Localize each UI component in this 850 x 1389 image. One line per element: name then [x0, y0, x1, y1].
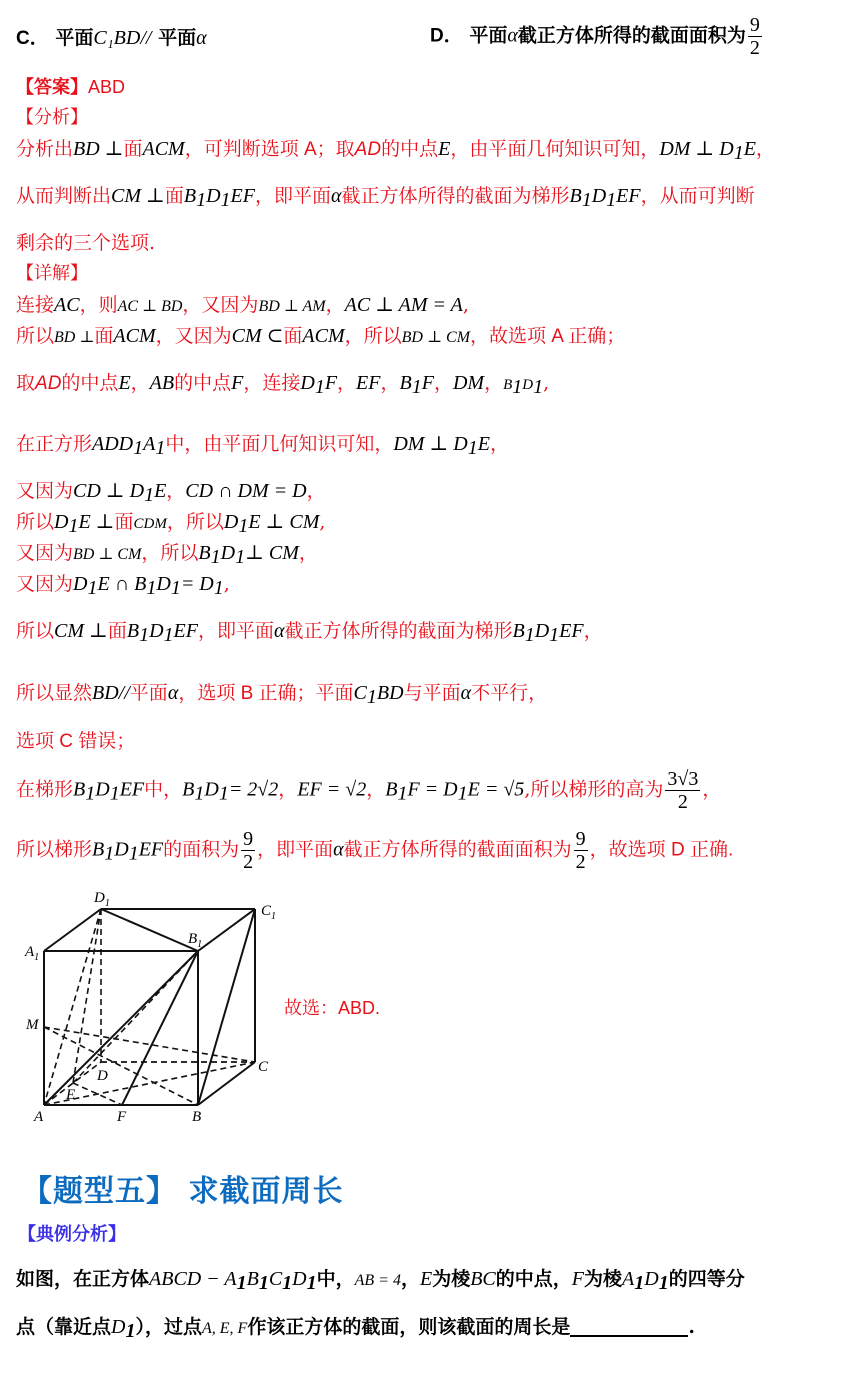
label-B: B	[192, 1109, 202, 1125]
detail-line-13: 所以梯形$B_1D_1EF$的面积为 $\frac{9}{2}$ ，即平面α截正方体所得的截面面积为 $\frac{9}{2}$ ，故选项 D 正确.	[16, 828, 734, 873]
analysis-tag: 【分析】	[16, 107, 88, 128]
analysis-line-1: 分析出BD ⊥面ACM，可判断选项 A；取AD的中点E，由平面几何知识可知，DM ⊥ $D_1E$，	[16, 138, 775, 164]
detail-line-3: 取AD的中点E，AB的中点F，连接$D_1F$，EF，$B_1F$，DM，$B_1D_1$,	[16, 372, 550, 398]
option-c-label: C．	[16, 28, 49, 49]
problem-line-2: 点（靠近点$D_1$），过点A, E, F作该正方体的截面，则该截面的周长是 .	[16, 1316, 695, 1342]
label-C1: $C_1$	[261, 903, 277, 922]
detail-line-2: 所以BD ⊥面ACM，又因为CM ⊂面ACM，所以BD ⊥ CM，故选项 A 正确；	[16, 325, 626, 347]
answer-blank[interactable]	[570, 1317, 688, 1337]
label-D: D	[97, 1068, 108, 1084]
detail-line-9: 所以CM ⊥面$B_1D_1EF$，即平面α截正方体所得的截面为梯形$B_1D_1EF$，	[16, 620, 603, 646]
detail-line-12: 在梯形$B_1D_1EF$中，$B_1D_1= 2√2$，EF = √2，$B_1F = D_1E = √5$,所以梯形的高为 $\frac{3√3}{2}$ ，	[16, 768, 722, 813]
section-title: 【题型五】 求截面周长	[22, 1174, 344, 1209]
fraction-3sqrt3-2: $\frac{3√3}{2}$	[667, 768, 699, 813]
label-M: M	[26, 1017, 39, 1033]
label-C: C	[258, 1059, 269, 1075]
detail-line-10: 所以显然BD//平面α，选项 B 正确；平面$C_1BD$与平面α不平行，	[16, 682, 548, 708]
detail-line-6: 所以$D_1E$ ⊥面CDM，所以$D_1E$ ⊥ CM,	[16, 511, 326, 537]
detail-line-5: 又因为CD ⊥ $D_1E$，CD ∩ DM = D，	[16, 480, 326, 506]
fraction-9-2: $\frac{9}{2}$	[575, 828, 586, 873]
section-subtitle: 【典例分析】	[18, 1224, 126, 1245]
math-c1bd: C₁BD//	[93, 27, 152, 49]
analysis-line-3: 剩余的三个选项.	[16, 232, 156, 254]
label-A1: $A_1$	[25, 944, 40, 963]
fraction-9-2: $\frac{9}{2}$	[243, 828, 254, 873]
detail-line-7: 又因为BD ⊥ CM，所以$B_1D_1\perp$ CM，	[16, 542, 318, 568]
label-E: E	[66, 1087, 76, 1103]
detail-line-11: 选项 C 错误；	[16, 731, 136, 752]
detail-line-4: 在正方形$ADD_1A_1$中，由平面几何知识可知，DM ⊥ $D_1E$，	[16, 433, 509, 459]
answer-line	[16, 75, 125, 100]
answer-value: ABD	[88, 77, 126, 97]
option-c: C． 平面C₁BD// 平面α	[16, 27, 207, 49]
conclusion-text: 故选：ABD.	[284, 998, 381, 1018]
label-A: A	[34, 1109, 44, 1125]
detail-tag: 【详解】	[16, 263, 88, 284]
label-F: F	[117, 1109, 127, 1125]
option-d: D． 平面α截正方体所得的截面面积为 $\frac{9}{2}$	[430, 14, 760, 59]
problem-line-1: 如图，在正方体ABCD − $A_1B_1C_1D_1$中，AB = 4，E为棱BC的中点，F为棱$A_1D_1$的四等分	[16, 1268, 745, 1294]
label-D1: $D_1$	[94, 890, 110, 909]
detail-line-1: 连接AC，则AC ⊥ BD，又因为BD ⊥ AM，AC ⊥ AM = A,	[16, 294, 469, 316]
analysis-line-2: 从而判断出CM ⊥面$B_1D_1EF$，即平面α截正方体所得的截面为梯形$B_1D_1EF$，从而可判断	[16, 185, 755, 211]
option-d-label: D．	[430, 25, 463, 47]
answer-tag: 【答案】	[16, 77, 88, 98]
fraction-9-2: $\frac{9}{2}$	[749, 14, 760, 59]
label-B1: $B_1$	[188, 931, 203, 950]
cube-diagram	[0, 880, 290, 1130]
detail-line-8: 又因为$D_1E$ ∩ $B_1D_1= D_1$,	[16, 573, 230, 599]
